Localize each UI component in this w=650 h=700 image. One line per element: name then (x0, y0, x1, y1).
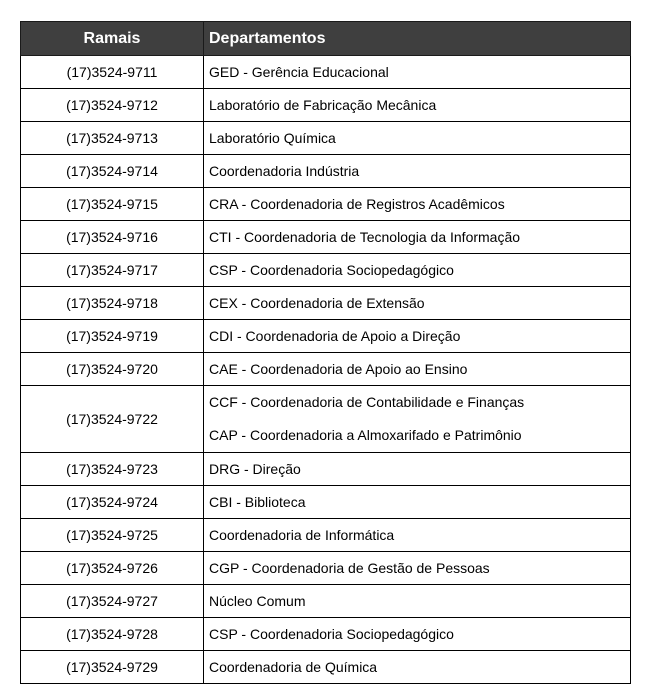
table-row (21, 89, 631, 122)
table-row (21, 486, 631, 519)
ramal-cell: (17)3524-9713 (21, 122, 204, 155)
departamento-cell: DRG - Direção (204, 453, 631, 486)
ramal-cell: (17)3524-9718 (21, 287, 204, 320)
table-row (21, 320, 631, 353)
table-row (21, 122, 631, 155)
departamento-cell: Coordenadoria de Informática (204, 519, 631, 552)
departamento-cell: CEX - Coordenadoria de Extensão (204, 287, 631, 320)
departamento-cell: Laboratório de Fabricação Mecânica (204, 89, 631, 122)
ramal-cell: (17)3524-9725 (21, 519, 204, 552)
departamento-cell: Coordenadoria de Química (204, 651, 631, 684)
table-row (21, 552, 631, 585)
table-row (21, 386, 631, 453)
table-row (21, 254, 631, 287)
table-header-row (21, 22, 631, 56)
departamento-cell: CTI - Coordenadoria de Tecnologia da Informação (204, 221, 631, 254)
header-ramais: Ramais (21, 22, 204, 56)
extensions-table (20, 21, 631, 684)
table-row (21, 353, 631, 386)
table-row (21, 287, 631, 320)
departamento-line: CCF - Coordenadoria de Contabilidade e Finanças (209, 394, 525, 410)
table-row (21, 221, 631, 254)
departamento-cell: Núcleo Comum (204, 585, 631, 618)
ramal-cell: (17)3524-9729 (21, 651, 204, 684)
departamento-cell: Coordenadoria Indústria (204, 155, 631, 188)
table-row (21, 56, 631, 89)
departamento-cell: CGP - Coordenadoria de Gestão de Pessoas (204, 552, 631, 585)
ramal-cell: (17)3524-9723 (21, 453, 204, 486)
departamento-cell: CSP - Coordenadoria Sociopedagógico (204, 254, 631, 287)
table-row (21, 585, 631, 618)
ramal-cell: (17)3524-9714 (21, 155, 204, 188)
departamento-cell (204, 386, 631, 453)
ramal-cell: (17)3524-9719 (21, 320, 204, 353)
departamento-cell: GED - Gerência Educacional (204, 56, 631, 89)
departamento-cell: CRA - Coordenadoria de Registros Acadêmicos (204, 188, 631, 221)
extension-directory (20, 21, 630, 684)
header-departamentos: Departamentos (204, 22, 631, 56)
ramal-cell: (17)3524-9716 (21, 221, 204, 254)
table-row (21, 519, 631, 552)
table-row (21, 651, 631, 684)
ramal-cell: (17)3524-9720 (21, 353, 204, 386)
ramal-cell: (17)3524-9712 (21, 89, 204, 122)
ramal-cell: (17)3524-9726 (21, 552, 204, 585)
table-row (21, 618, 631, 651)
table-row (21, 155, 631, 188)
departamento-cell: CBI - Biblioteca (204, 486, 631, 519)
departamento-cell: Laboratório Química (204, 122, 631, 155)
ramal-cell: (17)3524-9727 (21, 585, 204, 618)
ramal-cell: (17)3524-9717 (21, 254, 204, 287)
departamento-cell: CDI - Coordenadoria de Apoio a Direção (204, 320, 631, 353)
table-row (21, 188, 631, 221)
ramal-cell: (17)3524-9722 (21, 386, 204, 453)
ramal-cell: (17)3524-9711 (21, 56, 204, 89)
departamento-line: CAP - Coordenadoria a Almoxarifado e Patrimônio (209, 427, 522, 443)
table-body (21, 56, 631, 684)
departamento-cell: CAE - Coordenadoria de Apoio ao Ensino (204, 353, 631, 386)
ramal-cell: (17)3524-9715 (21, 188, 204, 221)
departamento-cell: CSP - Coordenadoria Sociopedagógico (204, 618, 631, 651)
ramal-cell: (17)3524-9724 (21, 486, 204, 519)
table-row (21, 453, 631, 486)
ramal-cell: (17)3524-9728 (21, 618, 204, 651)
